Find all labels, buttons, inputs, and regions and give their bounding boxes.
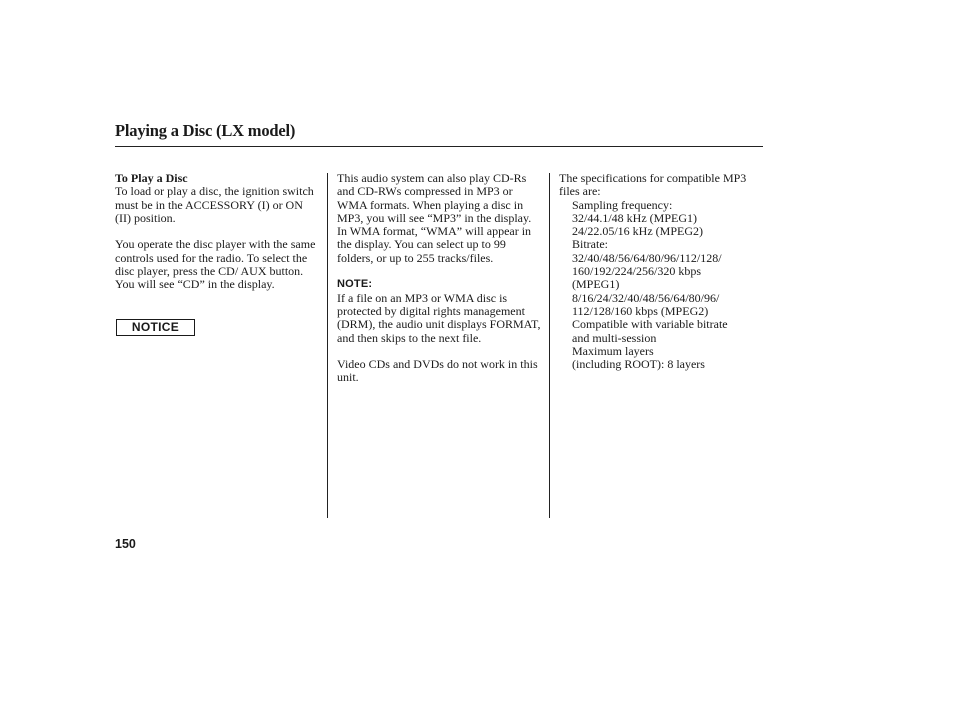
spec-list [559, 199, 763, 372]
col1-paragraph-1: To load or play a disc, the ignition switch must be in the ACCESSORY (I) or ON (II) position. [115, 184, 314, 225]
spec-line: and multi-session [572, 330, 657, 345]
spec-line: (including ROOT): 8 layers [572, 357, 705, 372]
column-3 [559, 172, 763, 371]
spec-line: Bitrate: [572, 237, 608, 252]
spec-line: 24/22.05/16 kHz (MPEG2) [572, 224, 703, 239]
spec-line: Sampling frequency: [572, 197, 673, 212]
spec-line: Maximum layers [572, 343, 654, 358]
col2-paragraph-3: Video CDs and DVDs do not work in this unit. [337, 357, 538, 385]
note-label: NOTE: [337, 278, 373, 291]
spec-line: 8/16/24/32/40/48/56/64/80/96/ [572, 290, 720, 305]
spec-line: 112/128/160 kbps (MPEG2) [572, 303, 709, 318]
spec-line: (MPEG1) [572, 277, 620, 292]
col2-paragraph-2: If a file on an MP3 or WMA disc is protected by digital rights management (DRM), the audio unit displays FORMAT, and then skips to the next file. [337, 290, 541, 345]
page-number: 150 [115, 537, 136, 551]
column-1 [115, 172, 321, 292]
spec-line: Compatible with variable bitrate [572, 317, 728, 332]
col3-intro: The specifications for compatible MP3 files are: [559, 171, 747, 199]
title-rule [115, 146, 763, 147]
col1-paragraph-2: You operate the disc player with the same controls used for the radio. To select the disc player, press the CD/ AUX button. You will see “CD” in the display. [115, 237, 316, 292]
page-title: Playing a Disc (LX model) [115, 121, 296, 140]
notice-badge: NOTICE [116, 319, 195, 336]
spec-line: 32/44.1/48 kHz (MPEG1) [572, 210, 697, 225]
col2-paragraph-1: This audio system can also play CD-Rs and CD-RWs compressed in MP3 or WMA formats. When playing a disc in MP3, you will see “MP3” in the display. In WMA format, “WMA” will appear in the display. You can select up to 99 folders, or up to 255 tracks/files. [337, 171, 532, 265]
column-divider-1 [327, 173, 328, 518]
spec-line: 32/40/48/56/64/80/96/112/128/ [572, 250, 722, 265]
spec-line: 160/192/224/256/320 kbps [572, 264, 702, 279]
column-2 [337, 172, 543, 385]
section-heading: To Play a Disc [115, 171, 188, 185]
column-divider-2 [549, 173, 550, 518]
